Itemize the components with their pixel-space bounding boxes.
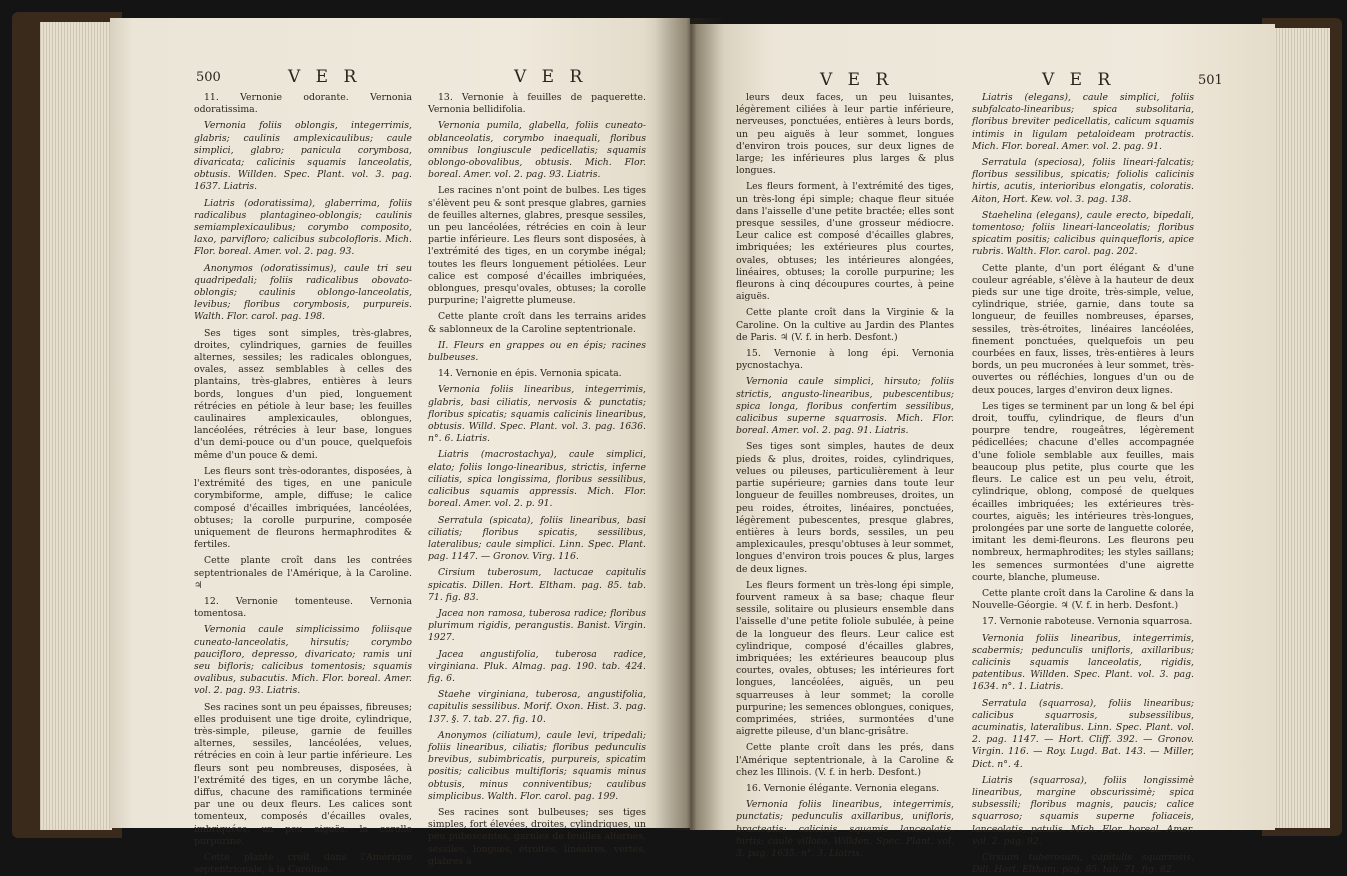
paragraph: Liatris (macrostachya), caule simplici, elato; foliis longo-linearibus, strictis, inferne ciliatis, spica longissima, floribus sessilibus, calicibus squamis appressis. Mich. Flor. boreal. Amer. vol. 2. p. 91. [428, 449, 646, 510]
paragraph: Les fleurs forment, à l'extrémité des tiges, un très-long épi simple; chaque fleur située dans l'aisselle d'une petite bractée; elles sont presque sessiles, d'une grosseur médiocre. Leur calice est composé d'écailles glabres, imbriquées; les extérieures plus courtes, ovales, obtuses; les intérieures alongées, linéaires, obtuses; la corolle purpurine; les fleurons à cinq découpures courtes, à peine aiguës. [736, 181, 954, 303]
paragraph: Liatris (squarrosa), foliis longissimè linearibus, margine obscurissimè; spica subsessili; floribus magnis, paucis; calice squarroso; squamis superne foliaceis, lanceolatis, patulis. Mich. Flor. boreal. Amer. vol. 2. pag. 92. [972, 774, 1194, 847]
paragraph: Cette plante croît dans les prés, dans l'Amérique septentrionale, à la Caroline & chez les Illinois. (V. f. in herb. Desfont.) [736, 742, 954, 778]
text-column-2 [972, 92, 1194, 876]
paragraph: Ses racines sont bulbeuses; ses tiges simples, fort élevées, droites, cylindriques, un peu pubescentes, garnies de feuilles alternes, sessiles, longues, étroites, linéaires, vertes, glabres à [428, 806, 646, 867]
paragraph: Cette plante, d'un port élégant & d'une couleur agréable, s'élève à la hauteur de deux pieds sur une tige droite, très-simple, velue, cylindrique, striée, garnie, dans toute sa longueur, de feuilles nombreuses, éparses, sessiles, très-étroites, linéaires lancéolées, finement ponctuées, quelquefois un peu courbées en faux, lisses, très-entières à leurs bords, un peu mucronées à leur sommet, très-ouvertes ou réfléchies, longues d'un ou de deux pouces, larges d'environ deux lignes. [972, 262, 1194, 396]
right-page [690, 24, 1275, 876]
paragraph: Anonymos (ciliatum), caule levi, tripedali; foliis linearibus, ciliatis; floribus pedunculis brevibus, subimbricatis, purpureis, spicatim positis; calicibus multifloris; squamis minus obtusis, minus conniventibus; caulibus simplicibus. Walth. Flor. carol. pag. 199. [428, 729, 646, 802]
paragraph: Liatris (elegans), caule simplici, foliis subfalcato-linearibus; spica subsolitaria, floribus breviter pedicellatis, calicum squamis intimis in ligulam petaloideam protractis. Mich. Flor. boreal. Amer. vol. 2. pag. 91. [972, 92, 1194, 152]
paragraph: Vernonia caule simplici, hirsuto; foliis strictis, angusto-linearibus, pubescentibus; spica longa, floribus confertim sessilibus, calicibus superne squarrosis. Mich. Flor. boreal. Amer. vol. 2. pag. 91. Liatris. [736, 376, 954, 437]
paragraph: Staehelina (elegans), caule erecto, bipedali, tomentoso; foliis lineari-lanceolatis; floribus spicatim positis; calicibus quinquefloris, apice rubris. Walth. Flor. carol. pag. 202. [972, 209, 1194, 258]
running-head-right: V E R [1042, 70, 1116, 90]
text-column-1 [194, 92, 412, 876]
paragraph: leurs deux faces, un peu luisantes, légèrement ciliées à leur partie inférieure, nerveuses, ponctuées, entières à leurs bords, un peu aiguës à leur sommet, longues d'environ trois pouces, sur deux lignes de large; les inférieures plus larges & plus longues. [736, 92, 954, 177]
paragraph: 16. Vernonie élégante. Vernonia elegans. [746, 782, 940, 794]
text-column-1 [736, 92, 954, 859]
paragraph: 15. Vernonie à long épi. Vernonia pycnostachya. [736, 348, 954, 372]
page-edges-left [40, 22, 112, 830]
paragraph: Cette plante croît dans l'Amérique septentrionale, à la Caroline. [194, 851, 412, 876]
paragraph: Vernonia caule simplicissimo foliisque cuneato-lanceolatis, hirsutis; corymbo paucifloro, depresso, divaricato; ramis uni seu bifloris; calicibus tomentosis; squamis ovalibus, subacutis. Mich. Flor. boreal. Amer. vol. 2. pag. 93. Liatris. [194, 624, 412, 697]
paragraph: Les tiges se terminent par un long & bel épi droit, touffu, cylindrique, de fleurs d'un pourpre tendre, rougeâtres, légèrement pédicellées; chacune d'elles accompagnée d'une foliole semblable aux feuilles, mais beaucoup plus petite, plus courte que les fleurs. Le calice est un peu velu, étroit, cylindrique, oblong, composé de quelques écailles imbriquées; les extérieures très-courtes, aiguës; les intérieures très-longues, prolongées par une sorte de languette colorée, imitant les demi-fleurons. Les fleurons peu nombreux, hermaphrodites; les styles saillans; les semences surmontées d'une aigrette courte, blanche, plumeuse. [972, 400, 1194, 583]
paragraph: 14. Vernonie en épis. Vernonia spicata. [438, 368, 622, 380]
running-head-right: V E R [514, 67, 588, 87]
text-column-2 [428, 92, 646, 867]
book-gutter [655, 18, 725, 830]
paragraph: Ses tiges sont simples, très-glabres, droites, cylindriques, garnies de feuilles alternes, sessiles; les radicales oblongues, ovales, assez semblables à celles des plantains, très-glabres, entières à leurs bords, longues d'un pied, longuement rétrécies en pétiole à leur base; les feuilles caulinaires amplexicaules, oblongues, lancéolées, rétrécies à leur base, longues d'un demi-pouce ou d'un pouce, quelquefois même d'un pouce & demi. [194, 327, 412, 461]
paragraph: Jacea angustifolia, tuberosa radice, virginiana. Pluk. Almag. pag. 190. tab. 424. fig. 6. [428, 648, 646, 684]
paragraph: 12. Vernonie tomenteuse. Vernonia tomentosa. [194, 595, 412, 620]
paragraph: 11. Vernonie odorante. Vernonia odoratissima. [194, 92, 412, 116]
paragraph: Vernonia foliis linearibus, integerrimis, glabris, basi ciliatis, nervosis & punctatis; floribus spicatis; squamis calicinis linearibus, obtusis. Willd. Spec. Plant. vol. 3. pag. 1636. n°. 6. Liatris. [428, 384, 646, 445]
left-page [110, 18, 690, 876]
paragraph: 13. Vernonie à feuilles de paquerette. Vernonia bellidifolia. [428, 92, 646, 116]
paragraph: Anonymos (odoratissimus), caule tri seu quadripedali; foliis radicalibus obovato-oblongis; caulinis oblongo-lanceolatis, levibus; floribus corymbosis, purpureis. Walth. Flor. carol. pag. 198. [194, 262, 412, 323]
paragraph: Cette plante croît dans les terrains arides & sablonneux de la Caroline septentrionale. [428, 311, 646, 335]
paragraph: Serratula (spicata), foliis linearibus, basi ciliatis; floribus spicatis, sessilibus, lateralibus; caule simplici. Linn. Spec. Plant. pag. 1147. — Gronov. Virg. 116. [428, 514, 646, 563]
paragraph: Serratula (speciosa), foliis lineari-falcatis; floribus sessilibus, spicatis; foliolis calicinis hirtis, acutis, interioribus elongatis, coloratis. Aiton, Hort. Kew. vol. 3. pag. 138. [972, 157, 1194, 205]
paragraph: Cirsium tuberosum, lactucae capitulis spicatis. Dillen. Hort. Eltham. pag. 85. tab. 71. fig. 83. [428, 567, 646, 603]
paragraph: Vernonia foliis oblongis, integerrimis, glabris; caulinis amplexicaulibus; caule simplici, glabro; panicula corymbosa, divaricata; calicinis squamis lanceolatis, obtusis. Willden. Spec. Plant. vol. 3. pag. 1637. Liatris. [194, 120, 412, 193]
paragraph: Serratula (squarrosa), foliis linearibus; calicibus squarrosis, subsessilibus, acuminatis, lateralibus. Linn. Spec. Plant. vol. 2. pag. 1147. — Hort. Cliff. 392. — Gronov. Virgin. 116. — Roy. Lugd. Bat. 143. — Miller, Dict. n°. 4. [972, 697, 1194, 770]
paragraph: Cette plante croît dans la Virginie & la Caroline. On la cultive au Jardin des Plantes de Paris. ♃ (V. f. in herb. Desfont.) [736, 307, 954, 343]
running-head-left: V E R [288, 67, 362, 87]
paragraph: Staehe virginiana, tuberosa, angustifolia, capitulis sessilibus. Morif. Oxon. Hist. 3. pag. 137. §. 7. tab. 27. fig. 10. [428, 689, 646, 725]
paragraph: Vernonia foliis linearibus, integerrimis, punctatis; pedunculis axillaribus, unifloris, bracteatis; calicinis squamis lanceolatis, hirtis; caule villoso. Willden. Spec. Plant. vol. 3. pag. 1635. n°. 3. Liatris. [736, 799, 954, 859]
paragraph: Les fleurs sont très-odorantes, disposées, à l'extrémité des tiges, en une panicule corymbiforme, ample, diffuse; le calice composé d'écailles imbriquées, lancéolées, obtuses; la corolle purpurine, composée uniquement de fleurons hermaphrodites & fertiles. [194, 465, 412, 551]
paragraph: Cirsium tuberosum, capitulis squarrosis. Dill. Hort. Eltham. pag. 85. tab. 71. fig. 82. [972, 851, 1194, 876]
paragraph: Ses tiges sont simples, hautes de deux pieds & plus, droites, roides, cylindriques, velues ou pileuses, particulièrement à leur partie supérieure; garnies dans toute leur longueur de feuilles nombreuses, droites, un peu roides, étroites, linéaires, ponctuées, légèrement pubescentes, presque glabres, entières à leurs bords, sessiles, un peu amplexicaules, presqu'obtuses à leur sommet, longues d'environ trois pouces & plus, larges de deux lignes. [736, 441, 954, 575]
page-number: 500 [196, 70, 221, 85]
paragraph: Jacea non ramosa, tuberosa radice; floribus plurimum rigidis, perangustis. Banist. Virgin. 1927. [428, 607, 646, 644]
paragraph: Vernonia foliis linearibus, integerrimis, scabermis; pedunculis unifloris, axillaribus; calicinis squamis lanceolatis, rigidis, patentibus. Willden. Spec. Plant. vol. 3. pag. 1634. n°. 1. Liatris. [972, 632, 1194, 693]
paragraph: Cette plante croît dans la Caroline & dans la Nouvelle-Géorgie. ♃ (V. f. in herb. Desfont.) [972, 587, 1194, 612]
paragraph: Cette plante croît dans les contrées septentrionales de l'Amérique, à la Caroline. ♃ [194, 555, 412, 591]
running-head-left: V E R [820, 70, 894, 90]
page-number: 501 [1198, 73, 1223, 88]
page-edges-right [1270, 28, 1330, 828]
paragraph: Vernonia pumila, glabella, foliis cuneato-oblanceolatis, corymbo inaequali, floribus omnibus longiuscule pedicellatis; squamis oblongo-obovalibus, obtusis. Mich. Flor. boreal. Amer. vol. 2. pag. 93. Liatris. [428, 120, 646, 181]
paragraph: Ses racines sont un peu épaisses, fibreuses; elles produisent une tige droite, cylindrique, très-simple, pileuse, garnie de feuilles alternes, sessiles, lancéolées, velues, rétrécies en coin à leur partie inférieure. Les fleurs sont peu nombreuses, disposées, à l'extrémité des tiges, en un corymbe lâche, diffus, chacune des ramifications terminée par une ou deux fleurs. Les calices sont tomenteux, composés d'écailles ovales, imbriquées, un peu aiguës; la corolle purpurine. [194, 701, 412, 847]
section-heading: II. Fleurs en grappes ou en épis; racines bulbeuses. [428, 339, 646, 364]
paragraph: Les fleurs forment un très-long épi simple, fourvent rameux à sa base; chaque fleur sessile, solitaire ou plusieurs ensemble dans l'aisselle d'une petite foliole subulée, à peine de la longueur des fleurs. Leur calice est cylindrique, composé d'écailles glabres, imbriquées; les extérieures beaucoup plus courtes, ovales, obtuses; les intérieures fort longues, lancéolées, aiguës, un peu squarreuses à leur sommet; la corolle purpurine; les semences oblongues, coniques, comprimées, striées, surmontées d'une aigrette pileuse, d'un blanc-grisâtre. [736, 579, 954, 738]
paragraph: 17. Vernonie raboteuse. Vernonia squarrosa. [982, 616, 1193, 628]
paragraph: Les racines n'ont point de bulbes. Les tiges s'élèvent peu & sont presque glabres, garnies de feuilles alternes, glabres, presque sessiles, un peu lancéolées, rétrécies en coin à leur partie inférieure. Les fleurs sont disposées, à l'extrémité des tiges, en un corymbe inégal; toutes les fleurs longuement pétiolées. Leur calice est composé d'écailles imbriquées, oblongues, presqu'ovales, obtuses; la corolle purpurine; l'aigrette plumeuse. [428, 185, 646, 307]
paragraph: Liatris (odoratissima), glaberrima, foliis radicalibus plantagineo-oblongis; caulinis semiamplexicaulibus; corymbo composito, laxo, parvifloro; calicibus subcolofloris. Mich. Flor. boreal. Amer. vol. 2. pag. 93. [194, 197, 412, 258]
